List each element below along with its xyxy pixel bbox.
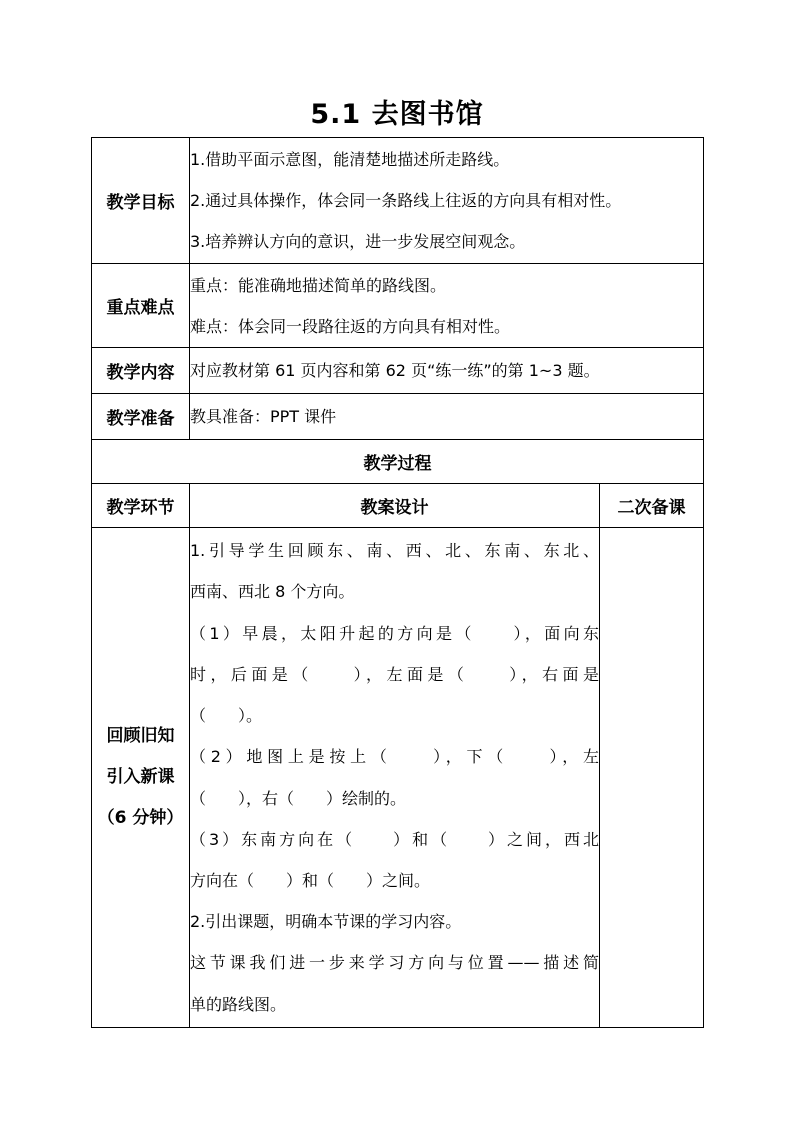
key-points-row	[92, 264, 704, 348]
key-point-item: 重点：能准确地描述简单的路线图。	[190, 275, 447, 295]
content-text-line: 对应教材第 61 页内容和第 62 页“练一练”的第 1~3 题。	[190, 361, 600, 380]
goals-row	[92, 138, 704, 264]
design-line: 这节课我们进一步来学习方向与位置——描述简	[190, 953, 599, 973]
content-row	[92, 348, 704, 394]
design-line: 1.引导学生回顾东、南、西、北、东南、东北、	[190, 541, 599, 561]
design-line: （2）地图上是按上（ ），下（ ），左	[190, 747, 599, 767]
goals-content	[190, 138, 704, 264]
design-line: （ ），右（ ）绘制的。	[190, 788, 407, 808]
col-design-header: 教案设计	[190, 484, 600, 528]
prep-text	[190, 394, 704, 440]
design-line: 西南、西北 8 个方向。	[190, 582, 355, 602]
prep-row	[92, 394, 704, 440]
design-line: （1）早晨，太阳升起的方向是（ ），面向东	[190, 623, 599, 643]
stage-label-line: 回顾旧知	[106, 726, 175, 746]
column-header-row	[92, 484, 704, 528]
design-line: 2.引出课题，明确本节课的学习内容。	[190, 912, 462, 932]
design-line: （3）东南方向在（ ）和（ ）之间，西北	[190, 829, 599, 849]
stage-duration: （6 分钟）	[97, 808, 184, 828]
goals-label: 教学目标	[92, 138, 190, 264]
design-line: 时，后面是（ ），左面是（ ），右面是	[190, 664, 599, 684]
stage-design-content	[190, 528, 600, 1028]
col-notes-header: 二次备课	[600, 484, 704, 528]
col-stage-header: 教学环节	[92, 484, 190, 528]
goal-item: 1.借助平面示意图，能清楚地描述所走路线。	[190, 150, 510, 169]
review-stage-row	[92, 528, 704, 1028]
process-heading-row	[92, 440, 704, 484]
lesson-plan-table	[91, 137, 704, 1028]
design-line: （ ）。	[190, 706, 263, 726]
goal-item: 2.通过具体操作，体会同一条路线上往返的方向具有相对性。	[190, 191, 622, 210]
content-text	[190, 348, 704, 394]
prep-label: 教学准备	[92, 394, 190, 440]
key-points-label: 重点难点	[92, 264, 190, 348]
notes-cell	[600, 528, 704, 1028]
document-title: 5.1 去图书馆	[310, 99, 484, 130]
key-points-content	[190, 264, 704, 348]
process-heading: 教学过程	[92, 440, 704, 484]
goal-item: 3.培养辨认方向的意识，进一步发展空间观念。	[190, 232, 526, 251]
design-line: 单的路线图。	[190, 994, 287, 1014]
key-point-item: 难点：体会同一段路往返的方向具有相对性。	[190, 316, 511, 336]
prep-text-line: 教具准备：PPT 课件	[190, 407, 337, 426]
design-line: 方向在（ ）和（ ）之间。	[190, 870, 431, 890]
stage-label-line: 引入新课	[106, 767, 175, 787]
stage-label	[92, 528, 190, 1028]
content-label: 教学内容	[92, 348, 190, 394]
